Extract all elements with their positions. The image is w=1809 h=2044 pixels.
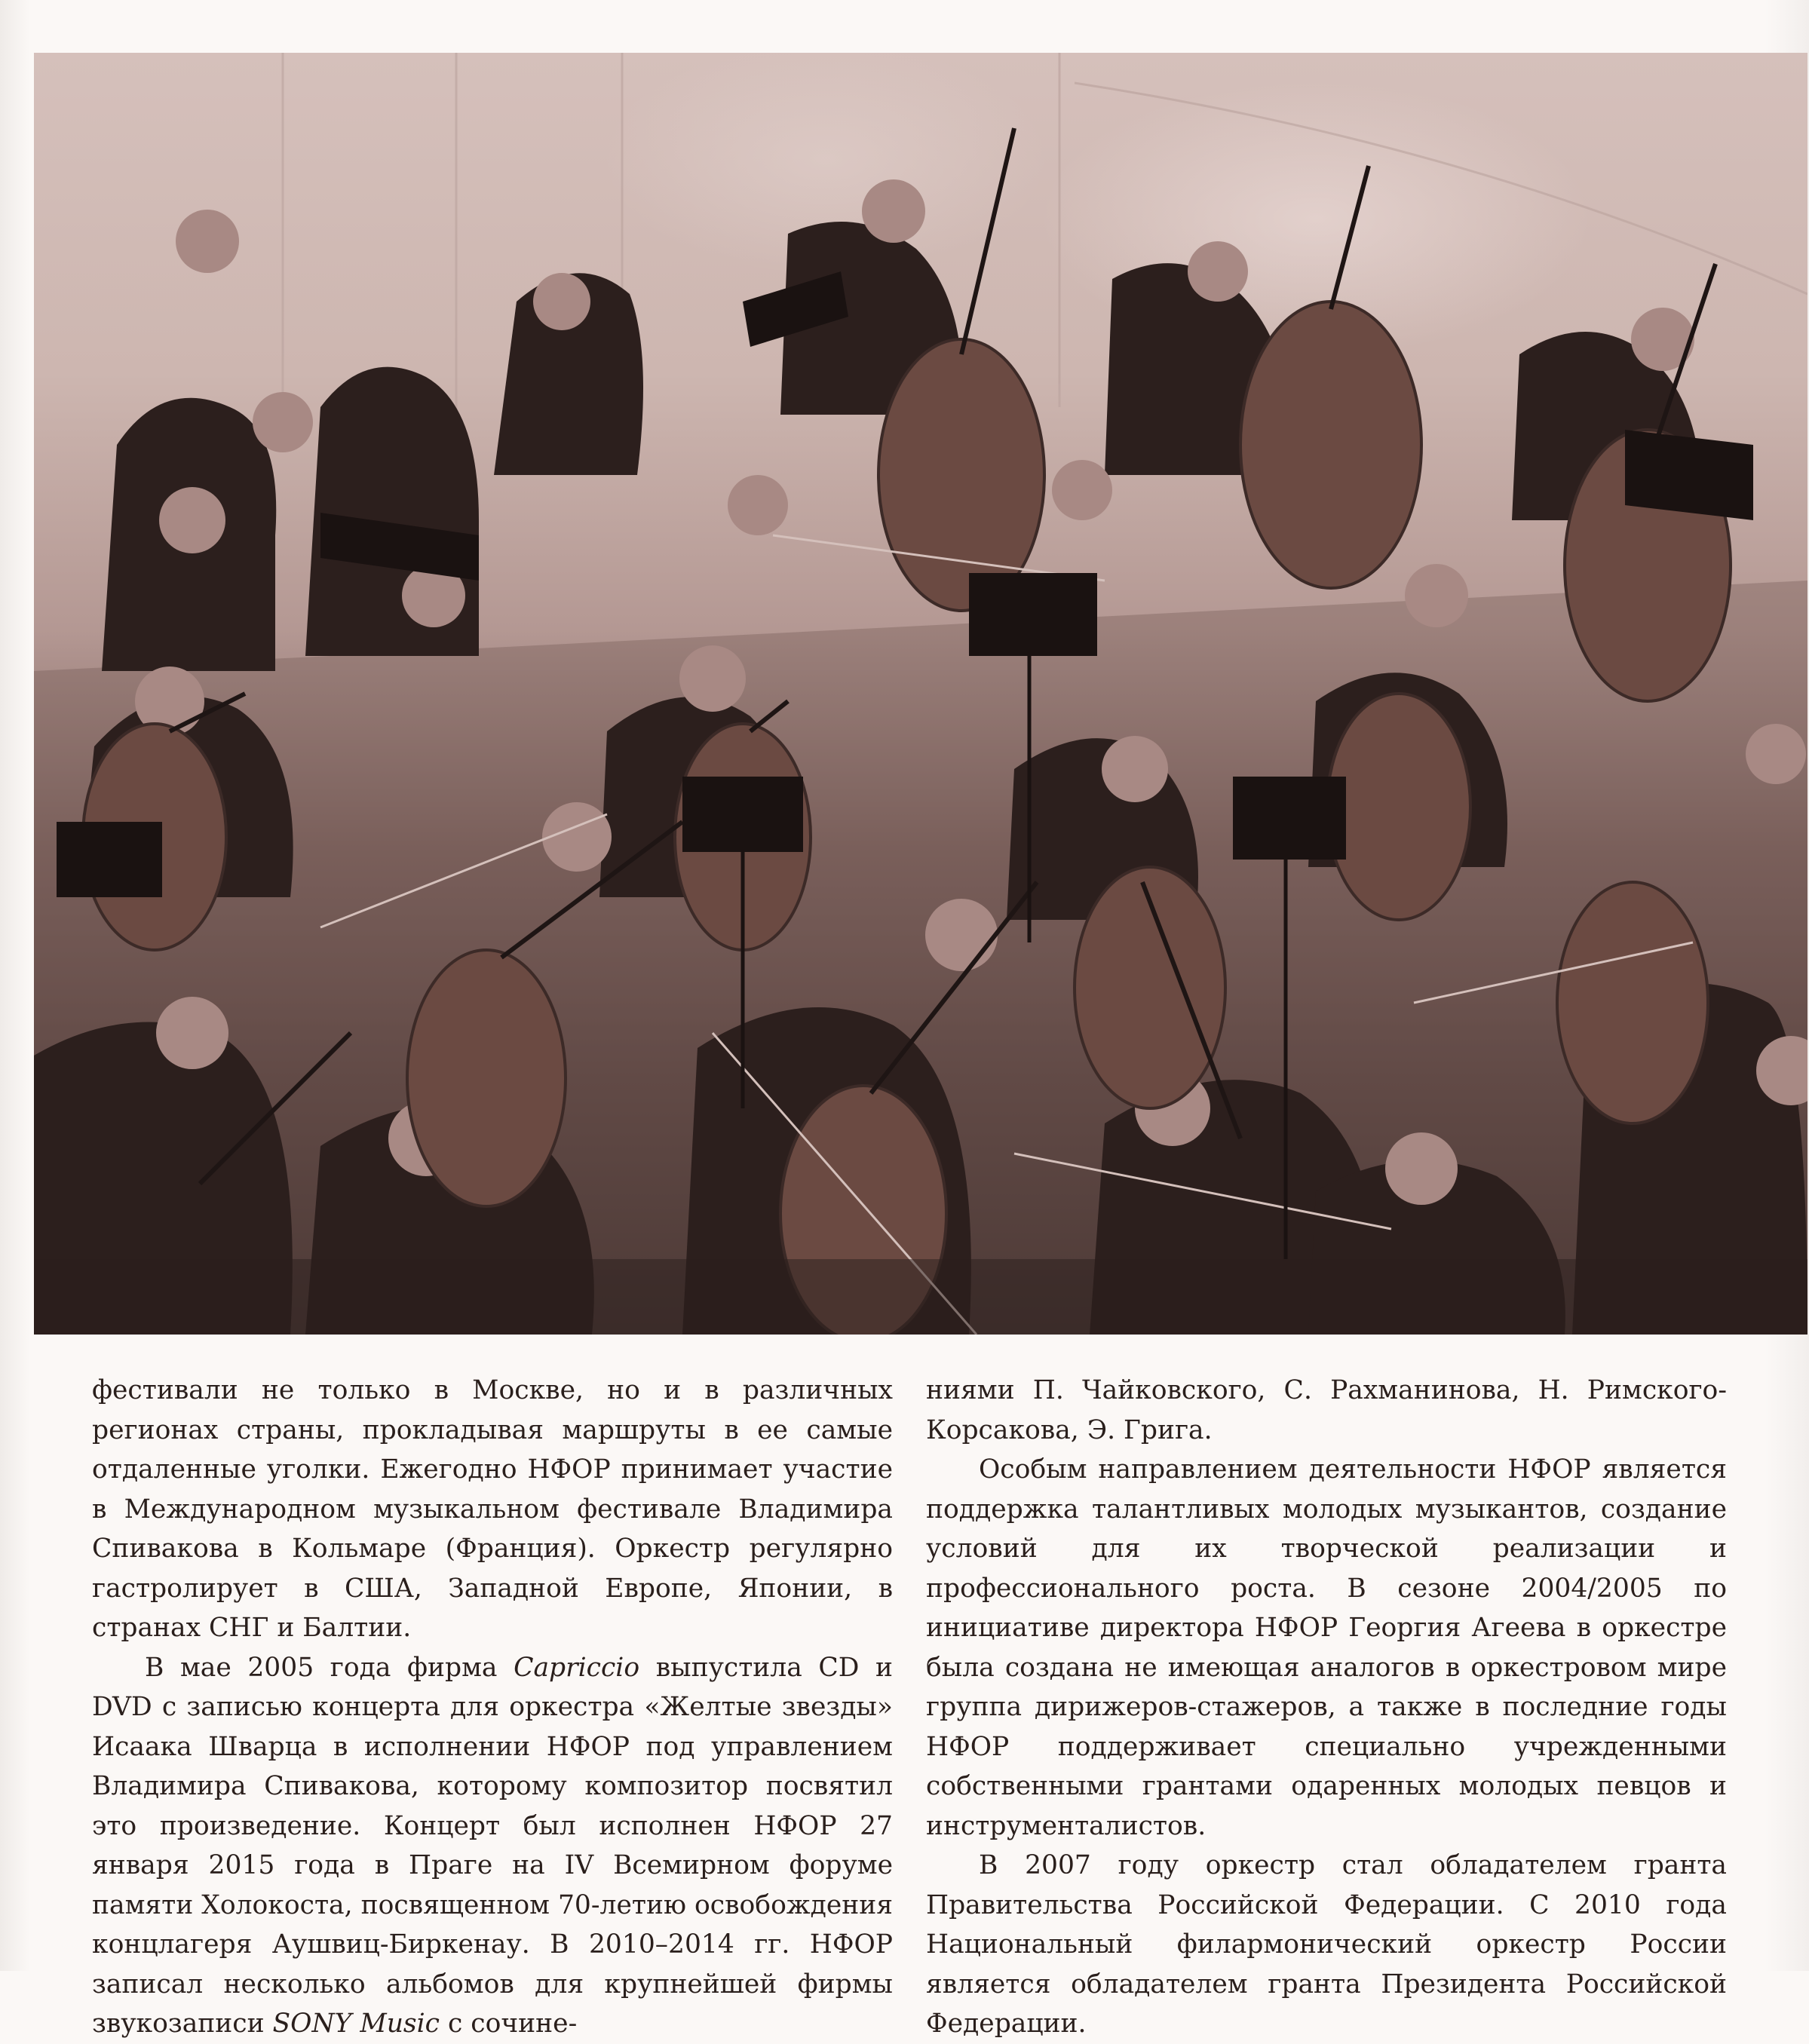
text-column-left bbox=[92, 1371, 893, 2044]
label-capriccio: Capriccio bbox=[514, 1652, 640, 1683]
label-sony-music: SONY Music bbox=[272, 2009, 440, 2039]
text-run: с сочине- bbox=[440, 2009, 578, 2039]
text-run: В мае 2005 года фирма bbox=[145, 1652, 514, 1683]
paragraph: Особым направлением деятельности НФОР является поддержка талантливых молодых музыкантов, создание условий для их творческой реализации и профессионального роста. В сезоне 2004/2005 по инициативе директора НФОР Георгия Агеева в оркестре была создана не имеющая аналогов в оркестровом мире группа дирижеров-стажеров, а также в последние годы НФОР поддерживает специально учрежденными собственными грантами одаренных молодых певцов и инструменталистов. bbox=[926, 1454, 1727, 1841]
paragraph: фестивали не только в Москве, но и в различных регионах страны, прокладывая маршруты в ее самые отдаленные уголки. Ежегодно НФОР принимает участие в Международном музыкальном фестивале Владимира Спивакова в Кольмаре (Франция). Оркестр регулярно гастролирует в США, Западной Европе, Японии, в странах СНГ и Балтии. bbox=[92, 1375, 893, 1643]
orchestra-photo bbox=[34, 53, 1807, 1335]
paragraph bbox=[92, 1648, 893, 2044]
paragraph: ниями П. Чайковского, С. Рахманинова, Н. Римского-Корсакова, Э. Грига. bbox=[926, 1375, 1727, 1445]
orchestra-photo-illustration bbox=[34, 53, 1807, 1335]
text-column-right bbox=[926, 1371, 1727, 2044]
text-run: выпустила CD и DVD с записью концерта для оркестра «Желтые звезды» Исаака Шварца в исполнении НФОР под управлением Владимира Спивакова, которому композитор посвятил это произведение. Концерт был исполнен НФОР 27 января 2015 года в Праге на IV Всемирном форуме памяти Холокоста, посвященном 70-летию освобождения концлагеря Аушвиц-Биркенау. В 2010–2014 гг. НФОР записал несколько альбомов для крупнейшей фирмы звукозаписи bbox=[92, 1652, 893, 2039]
paragraph: В 2007 году оркестр стал обладателем гранта Правительства Российской Федерации. С 2010 года Национальный филармонический оркестр России является обладателем гранта Президента Российской Федерации. bbox=[926, 1850, 1727, 2039]
